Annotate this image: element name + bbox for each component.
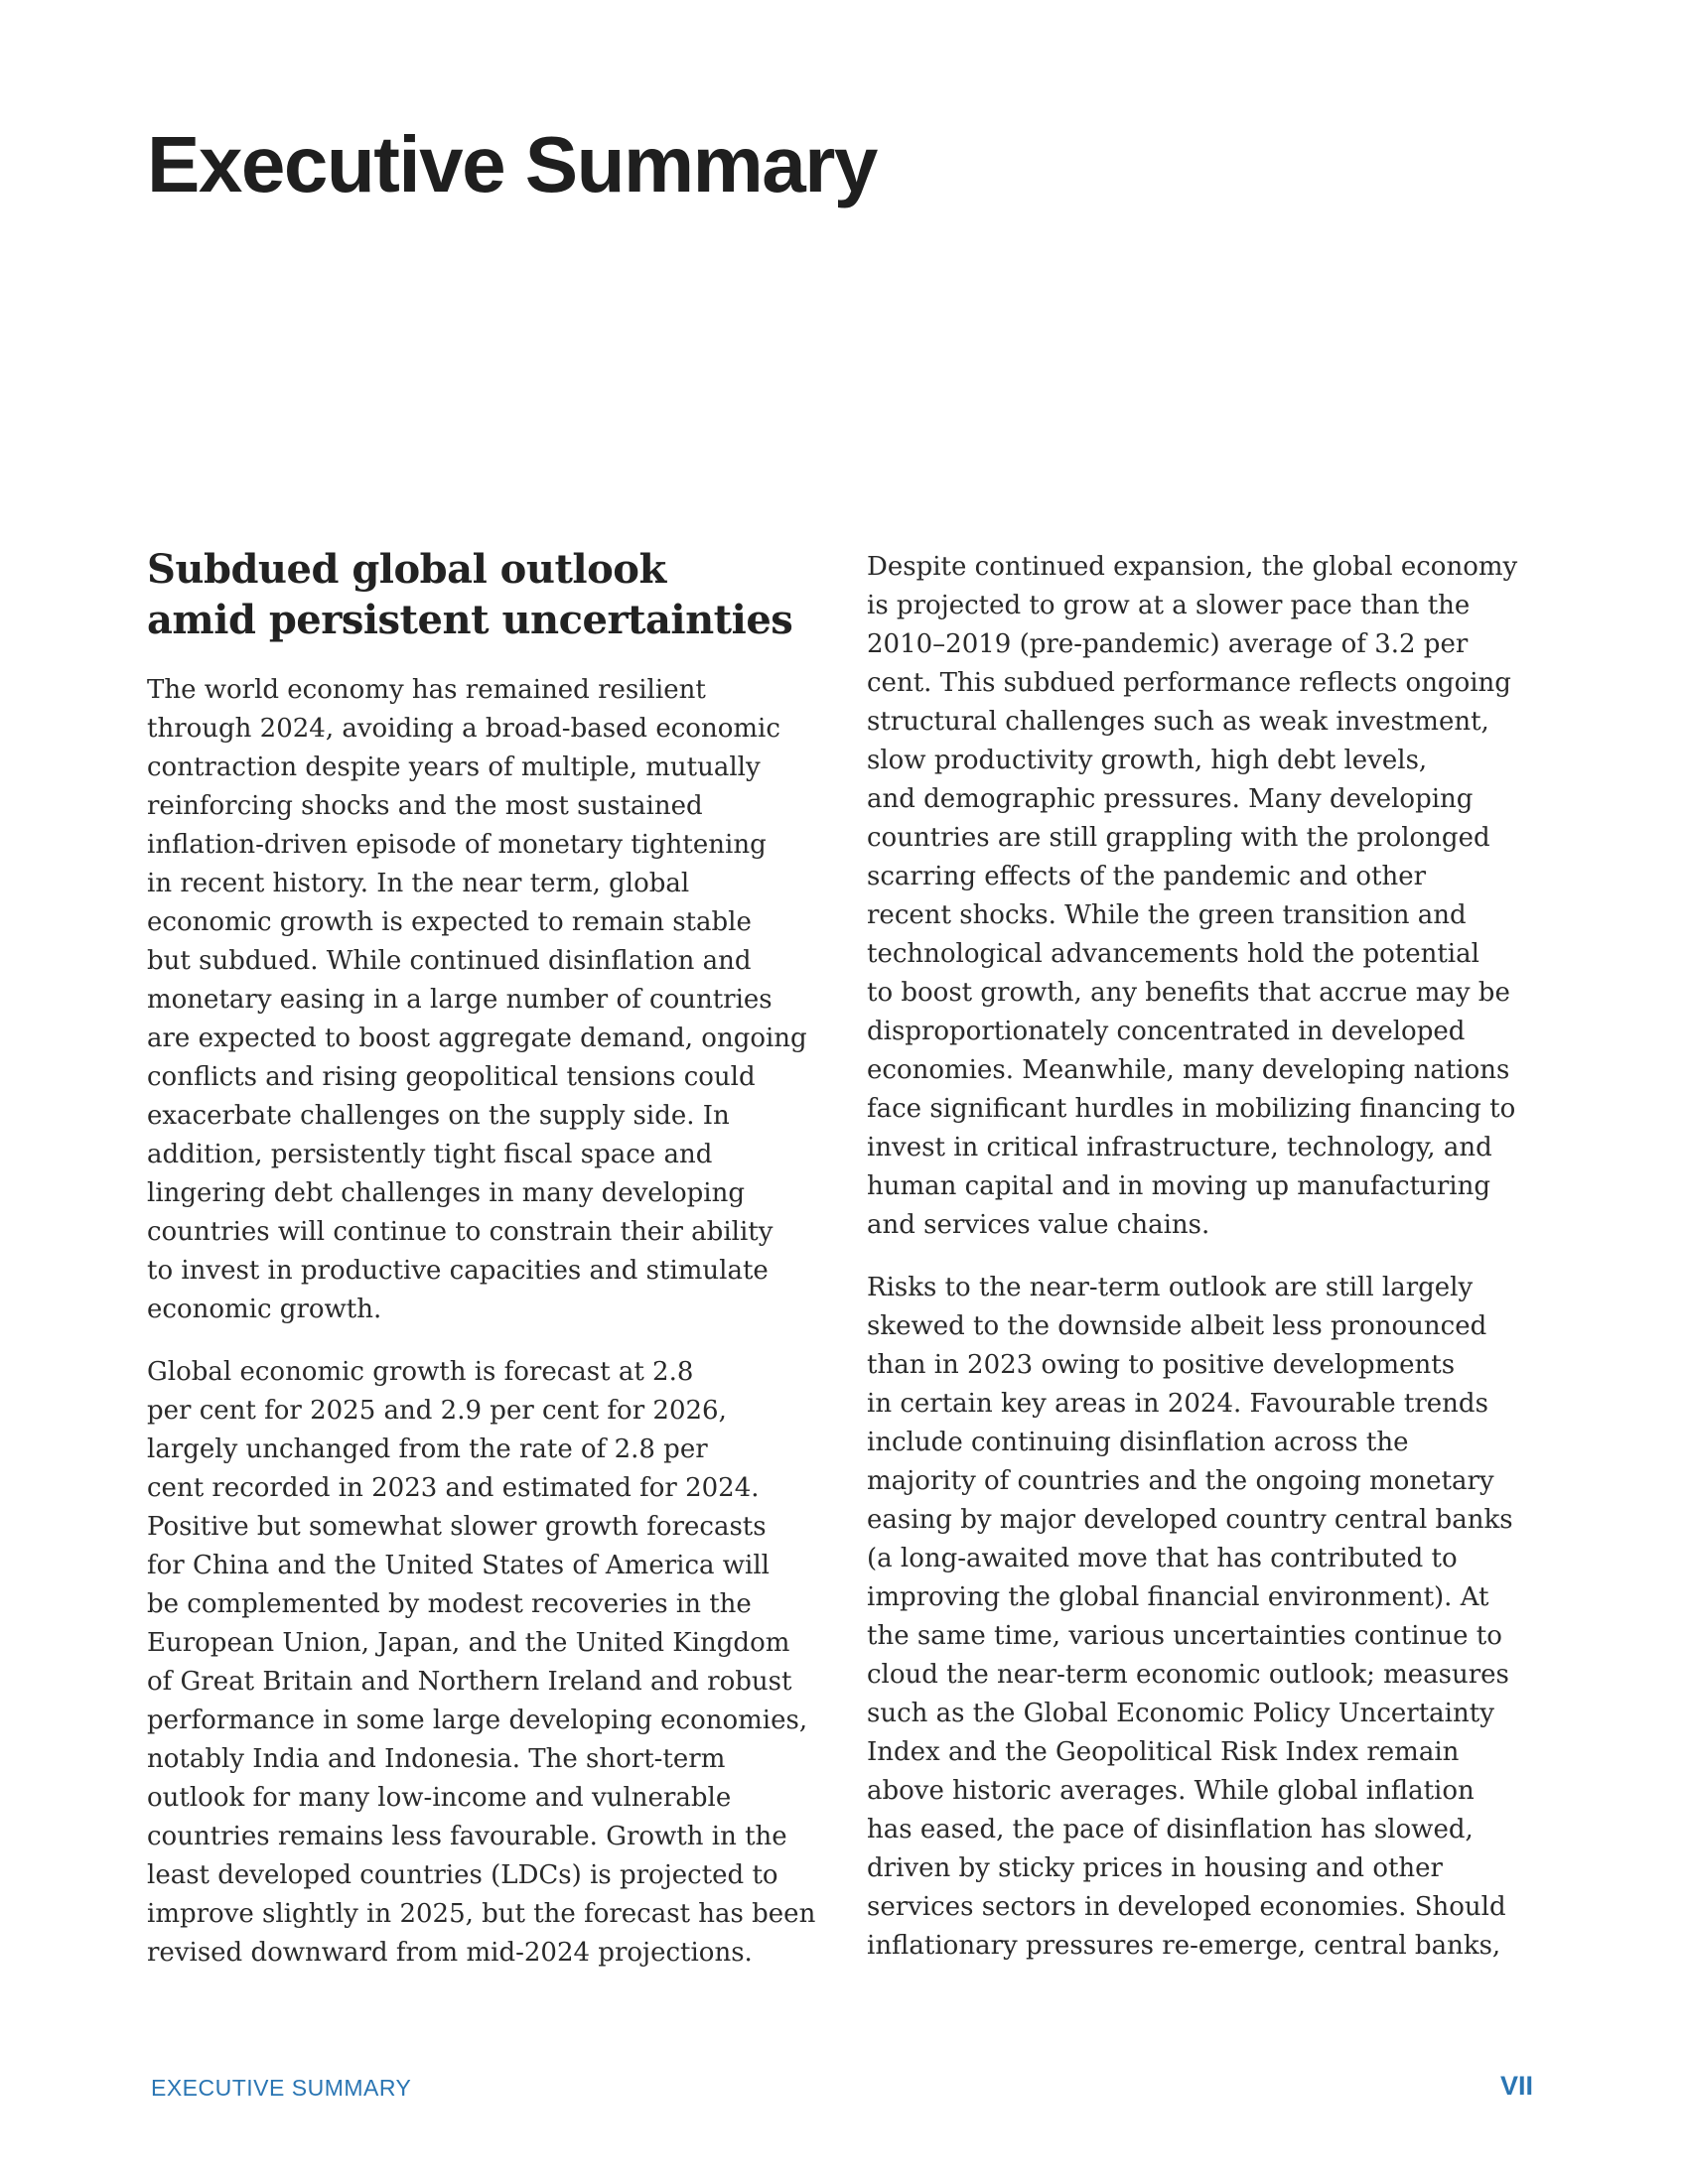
- paragraph-line: (a long-awaited move that has contributed to: [867, 1544, 1458, 1573]
- paragraph-line: improve slightly in 2025, but the forecast has been: [147, 1899, 816, 1929]
- body-paragraph: [867, 1269, 1552, 1966]
- paragraph-line: Risks to the near-term outlook are still largely: [867, 1273, 1474, 1302]
- body-paragraph: [147, 1353, 822, 1973]
- paragraph-line: recent shocks. While the green transition and: [867, 900, 1467, 930]
- section-heading-line: amid persistent uncertainties: [147, 597, 793, 643]
- paragraph-line: human capital and in moving up manufacturing: [867, 1171, 1490, 1201]
- paragraph-line: structural challenges such as weak investment,: [867, 707, 1489, 737]
- paragraph-line: least developed countries (LDCs) is projected to: [147, 1860, 778, 1890]
- paragraph-line: majority of countries and the ongoing monetary: [867, 1466, 1494, 1496]
- right-column: [867, 548, 1552, 1989]
- paragraph-line: cent. This subdued performance reflects ongoing: [867, 668, 1511, 698]
- paragraph-line: per cent for 2025 and 2.9 per cent for 2026,: [147, 1396, 727, 1426]
- paragraph-line: driven by sticky prices in housing and other: [867, 1853, 1443, 1883]
- paragraph-line: be complemented by modest recoveries in the: [147, 1589, 752, 1619]
- paragraph-line: to invest in productive capacities and stimulate: [147, 1256, 769, 1286]
- paragraph-line: Index and the Geopolitical Risk Index remain: [867, 1737, 1460, 1767]
- footer-section-label: EXECUTIVE SUMMARY: [151, 2075, 412, 2101]
- paragraph-line: The world economy has remained resilient: [147, 675, 706, 705]
- body-paragraph: [867, 548, 1552, 1245]
- paragraph-line: in certain key areas in 2024. Favourable trends: [867, 1389, 1488, 1419]
- paragraph-line: exacerbate challenges on the supply side. In: [147, 1101, 730, 1131]
- paragraph-line: Despite continued expansion, the global economy: [867, 552, 1518, 582]
- paragraph-line: technological advancements hold the potential: [867, 939, 1479, 969]
- paragraph-line: slow productivity growth, high debt levels,: [867, 746, 1428, 775]
- paragraph-line: countries are still grappling with the prolonged: [867, 823, 1490, 853]
- page-number: VII: [1499, 2071, 1533, 2101]
- paragraph-line: disproportionately concentrated in developed: [867, 1017, 1466, 1046]
- body-paragraph: [147, 671, 822, 1329]
- paragraph-line: services sectors in developed economies. Should: [867, 1892, 1506, 1922]
- paragraph-line: the same time, various uncertainties continue to: [867, 1621, 1502, 1651]
- paragraph-line: invest in critical infrastructure, technology, and: [867, 1133, 1492, 1162]
- paragraph-line: improving the global financial environment). At: [867, 1582, 1489, 1612]
- paragraph-line: to boost growth, any benefits that accrue may be: [867, 978, 1510, 1008]
- paragraph-line: easing by major developed country central banks: [867, 1505, 1513, 1535]
- paragraph-line: such as the Global Economic Policy Uncertainty: [867, 1699, 1494, 1728]
- paragraph-line: revised downward from mid-2024 projections.: [147, 1938, 753, 1968]
- paragraph-line: notably India and Indonesia. The short-term: [147, 1744, 726, 1774]
- paragraph-line: largely unchanged from the rate of 2.8 per: [147, 1434, 708, 1464]
- paragraph-line: face significant hurdles in mobilizing financing to: [867, 1094, 1516, 1124]
- paragraph-line: are expected to boost aggregate demand, ongoing: [147, 1024, 807, 1053]
- paragraph-line: contraction despite years of multiple, mutually: [147, 752, 761, 782]
- paragraph-line: 2010–2019 (pre-pandemic) average of 3.2 per: [867, 629, 1469, 659]
- section-heading-line: Subdued global outlook: [147, 546, 666, 593]
- paragraph-line: scarring effects of the pandemic and other: [867, 862, 1427, 891]
- paragraph-line: inflation-driven episode of monetary tightening: [147, 830, 767, 860]
- paragraph-line: outlook for many low-income and vulnerable: [147, 1783, 732, 1813]
- left-column: [147, 544, 822, 1996]
- paragraph-line: cent recorded in 2023 and estimated for 2024.: [147, 1473, 760, 1503]
- paragraph-line: countries will continue to constrain their ability: [147, 1217, 774, 1247]
- paragraph-line: cloud the near-term economic outlook; measures: [867, 1660, 1509, 1690]
- paragraph-line: is projected to grow at a slower pace than the: [867, 591, 1471, 620]
- paragraph-line: has eased, the pace of disinflation has slowed,: [867, 1815, 1474, 1844]
- paragraph-line: Positive but somewhat slower growth forecasts: [147, 1512, 767, 1542]
- paragraph-line: inflationary pressures re-emerge, central banks,: [867, 1931, 1501, 1961]
- paragraph-line: reinforcing shocks and the most sustained: [147, 791, 703, 821]
- paragraph-line: above historic averages. While global inflation: [867, 1776, 1475, 1806]
- paragraph-line: than in 2023 owing to positive developments: [867, 1350, 1456, 1380]
- paragraph-line: and services value chains.: [867, 1210, 1210, 1240]
- paragraph-line: for China and the United States of America will: [147, 1551, 770, 1580]
- paragraph-line: economies. Meanwhile, many developing nations: [867, 1055, 1510, 1085]
- paragraph-line: economic growth.: [147, 1295, 382, 1324]
- paragraph-line: include continuing disinflation across the: [867, 1428, 1409, 1457]
- page-title: Executive Summary: [147, 120, 877, 208]
- paragraph-line: and demographic pressures. Many developing: [867, 784, 1474, 814]
- paragraph-line: economic growth is expected to remain stable: [147, 907, 752, 937]
- paragraph-line: in recent history. In the near term, global: [147, 869, 690, 898]
- paragraph-line: through 2024, avoiding a broad-based economic: [147, 714, 780, 744]
- paragraph-line: European Union, Japan, and the United Kingdom: [147, 1628, 790, 1658]
- paragraph-line: performance in some large developing economies,: [147, 1706, 808, 1735]
- paragraph-line: of Great Britain and Northern Ireland and robust: [147, 1667, 792, 1697]
- paragraph-line: conflicts and rising geopolitical tensions could: [147, 1062, 756, 1092]
- section-heading: [147, 544, 822, 645]
- paragraph-line: monetary easing in a large number of countries: [147, 985, 773, 1015]
- paragraph-line: but subdued. While continued disinflation and: [147, 946, 752, 976]
- paragraph-line: skewed to the downside albeit less pronounced: [867, 1311, 1487, 1341]
- paragraph-line: countries remains less favourable. Growth in the: [147, 1822, 787, 1851]
- paragraph-line: Global economic growth is forecast at 2.8: [147, 1357, 694, 1387]
- paragraph-line: lingering debt challenges in many developing: [147, 1178, 745, 1208]
- paragraph-line: addition, persistently tight fiscal space and: [147, 1140, 713, 1169]
